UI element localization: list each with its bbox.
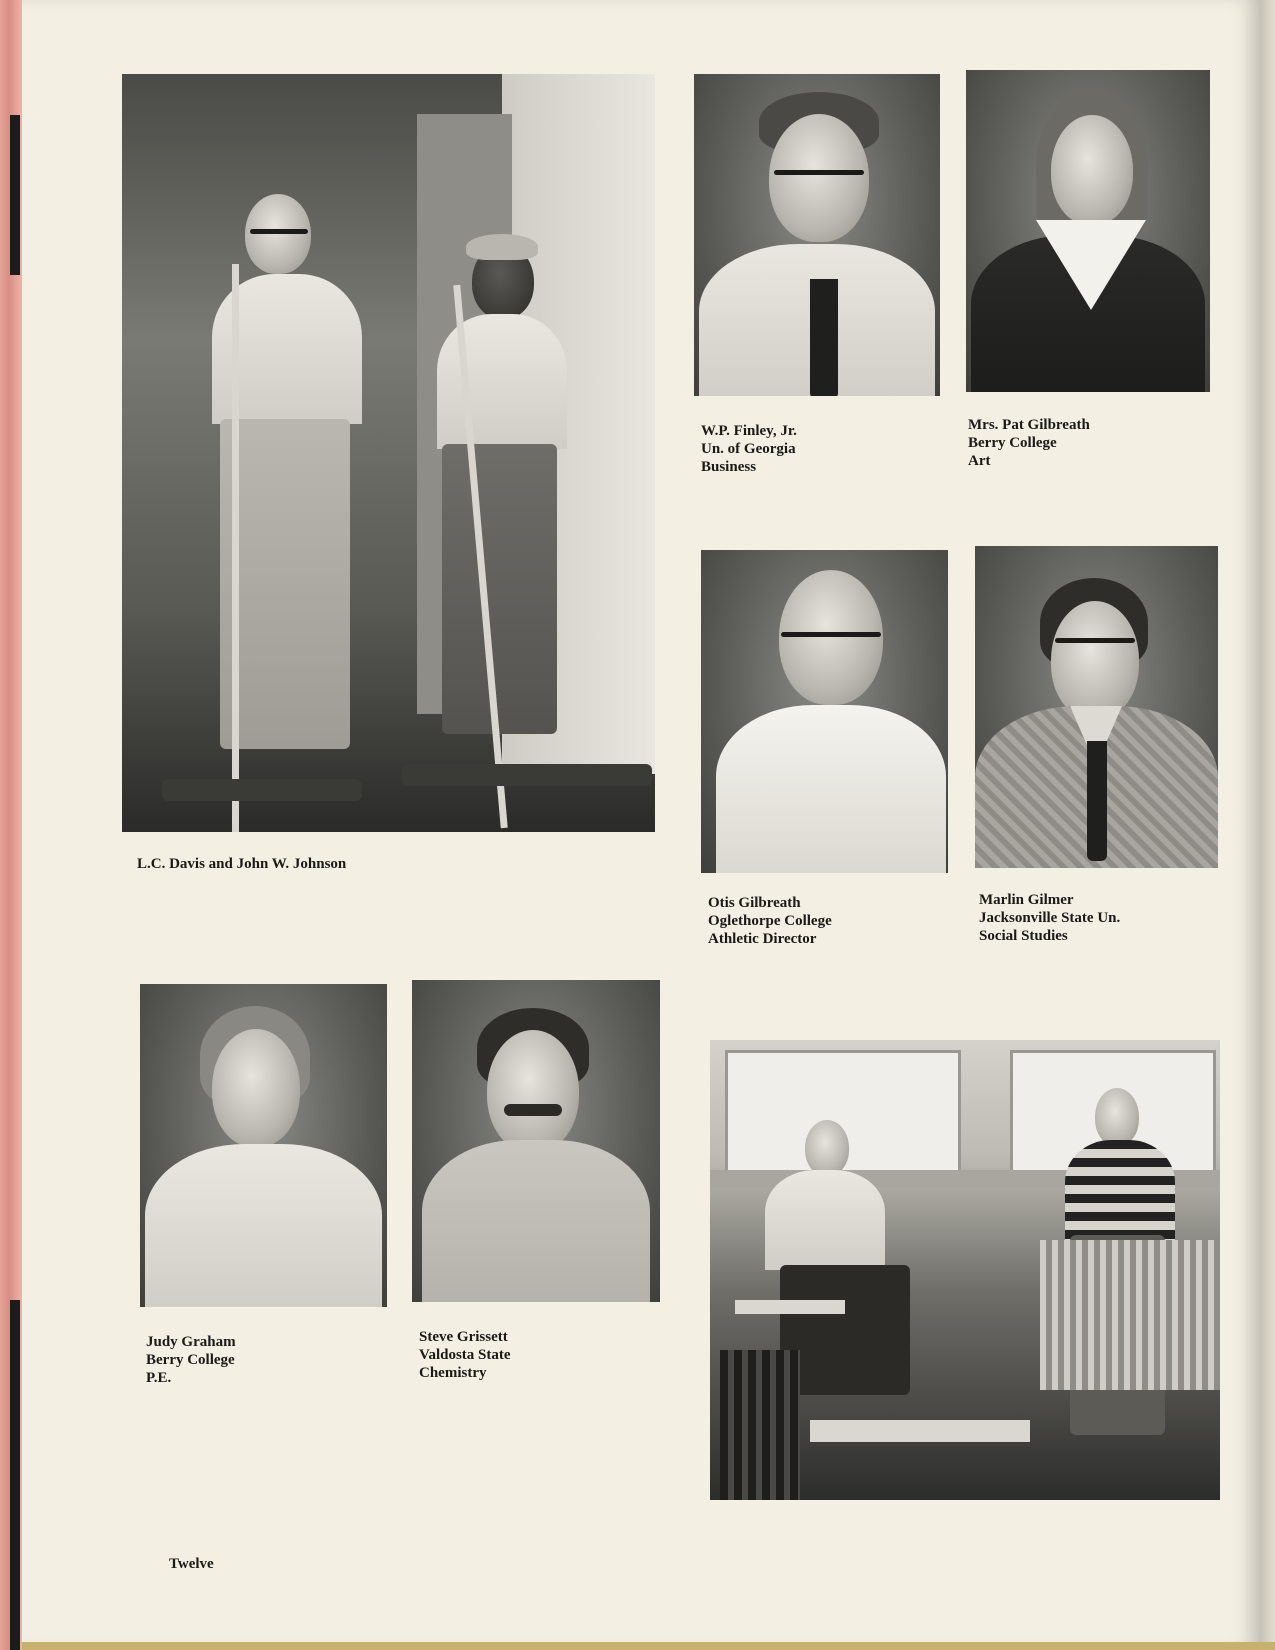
caption-name: Otis Gilbreath (708, 895, 801, 911)
face (1051, 115, 1133, 225)
caption-gilmer (979, 891, 1120, 945)
caption-subject: Art (968, 453, 991, 469)
person-head (1095, 1088, 1139, 1146)
binding-strip-top (10, 115, 20, 275)
caption-custodians (137, 855, 346, 873)
caption-otis-gilbreath (708, 894, 832, 948)
caption-subject: Business (701, 459, 757, 475)
caption-school: Valdosta State (419, 1347, 511, 1363)
face (212, 1029, 300, 1147)
desk (810, 1420, 1030, 1442)
face (779, 570, 883, 705)
cap (466, 234, 538, 260)
radiator (1040, 1240, 1220, 1390)
caption-subject: P.E. (146, 1370, 172, 1386)
caption-graham (146, 1333, 236, 1387)
striped-shirt (1065, 1140, 1175, 1240)
caption-subject: Chemistry (419, 1365, 487, 1381)
photo-custodians (122, 74, 655, 832)
caption-grissett (419, 1328, 511, 1382)
caption-name: Judy Graham (146, 1334, 236, 1350)
caption-subject: Athletic Director (708, 931, 817, 947)
caption-name: Marlin Gilmer (979, 892, 1074, 908)
page-edge-right (1261, 0, 1275, 1650)
shirt (422, 1140, 650, 1302)
shirt (765, 1170, 885, 1270)
caption-line: L.C. Davis and John W. Johnson (137, 856, 347, 872)
face (487, 1030, 579, 1152)
caption-finley (701, 422, 797, 476)
caption-name: W.P. Finley, Jr. (701, 423, 797, 439)
glasses (250, 229, 308, 234)
glasses (781, 632, 881, 637)
glasses (1055, 638, 1135, 643)
yearbook-page (22, 0, 1262, 1650)
trousers (220, 419, 350, 749)
face (1051, 601, 1139, 719)
caption-name: Mrs. Pat Gilbreath (968, 417, 1090, 433)
caption-school: Jacksonville State Un. (979, 910, 1121, 926)
caption-school: Un. of Georgia (701, 441, 796, 457)
person-head (245, 194, 311, 274)
caption-name: Steve Grissett (419, 1329, 508, 1345)
desk (735, 1300, 845, 1314)
binding-strip-bottom (10, 1300, 20, 1650)
polo-shirt (716, 705, 946, 873)
tie (810, 279, 838, 396)
photo-classroom (710, 1040, 1220, 1500)
tie (1087, 741, 1107, 861)
page-number: Twelve (169, 1556, 214, 1572)
mop-handle (232, 264, 239, 832)
shirt (437, 314, 567, 449)
mop-head (162, 779, 362, 801)
cardigan (145, 1144, 382, 1307)
trousers (442, 444, 557, 734)
caption-school: Oglethorpe College (708, 913, 832, 929)
caption-subject: Social Studies (979, 928, 1068, 944)
mop-head (402, 764, 652, 786)
chair (720, 1350, 800, 1500)
portrait-otis-gilbreath (701, 550, 948, 873)
caption-school: Berry College (146, 1352, 235, 1368)
portrait-grissett (412, 980, 660, 1302)
person-head (805, 1120, 849, 1176)
caption-school: Berry College (968, 435, 1057, 451)
portrait-finley (694, 74, 940, 396)
face (769, 114, 869, 242)
caption-pat-gilbreath (968, 416, 1090, 470)
mustache (504, 1104, 562, 1116)
portrait-gilmer (975, 546, 1218, 868)
page-edge-bottom (22, 1642, 1275, 1650)
portrait-pat-gilbreath (966, 70, 1210, 392)
glasses (774, 170, 864, 175)
portrait-graham (140, 984, 387, 1307)
